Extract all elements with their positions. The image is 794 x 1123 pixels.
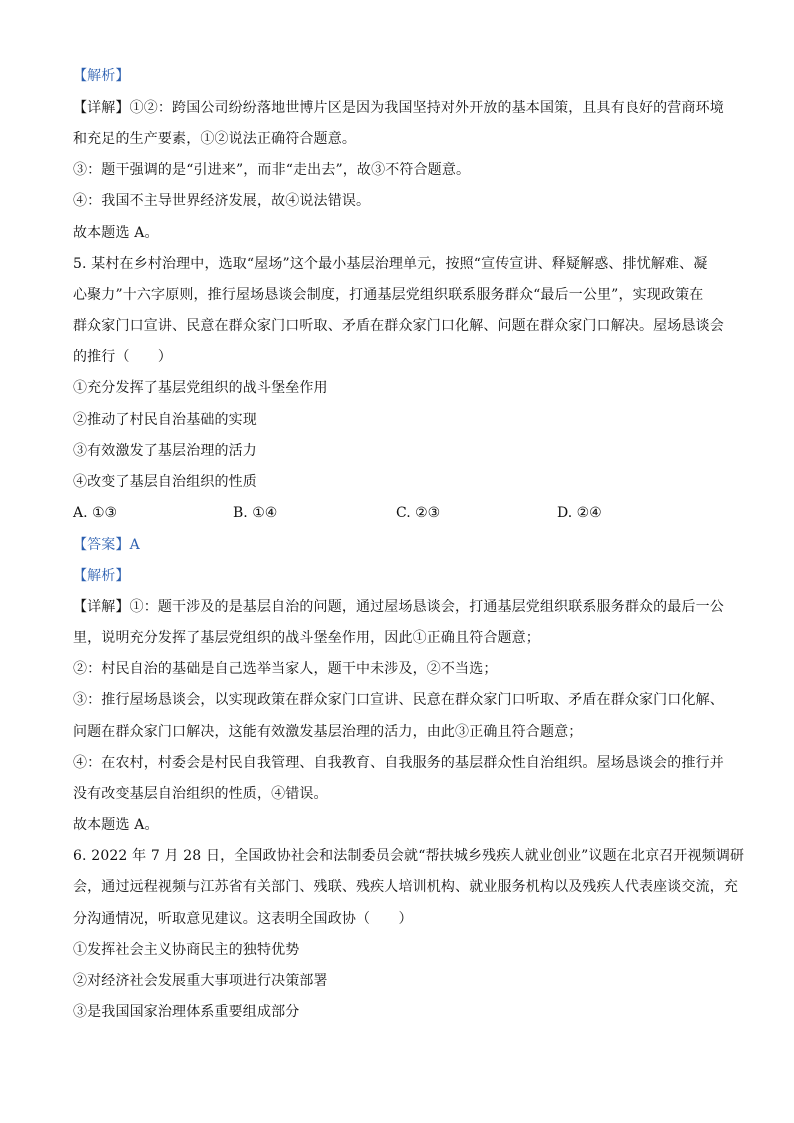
detail-paragraph: ③：推行屋场恳谈会，以实现政策在群众家门口宣讲、民意在群众家门口听取、矛盾在群众家门口化解、	[73, 692, 724, 708]
statement-item: ①充分发挥了基层党组织的战斗堡垒作用	[73, 380, 328, 396]
question-6-stem: 会，通过远程视频与江苏省有关部门、残联、残疾人培训机构、就业服务机构以及残疾人代表座谈交流，充	[73, 879, 739, 895]
statement-item: ④改变了基层自治组织的性质	[73, 474, 257, 490]
conclusion-line: 故本题选 A。	[73, 225, 159, 241]
detail-paragraph: 问题在群众家门口解决，这能有效激发基层治理的活力，由此③正确且符合题意；	[73, 724, 583, 740]
analysis-label: 【解析】	[73, 568, 130, 584]
statement-item: ②推动了村民自治基础的实现	[73, 412, 257, 428]
answer-label: 【答案】A	[73, 537, 140, 553]
question-5-stem: 5. 某村在乡村治理中，选取“屋场”这个最小基层治理单元，按照“宣传宣讲、释疑解惑、排忧解难、凝	[73, 256, 708, 272]
statement-item: ②对经济社会发展重大事项进行决策部署	[73, 973, 328, 989]
question-6-stem: 分沟通情况，听取意见建议。这表明全国政协（ ）	[73, 911, 413, 927]
conclusion-line: 故本题选 A。	[73, 817, 159, 833]
question-6-stem: 6. 2022 年 7 月 28 日，全国政协社会和法制委员会就“帮扶城乡残疾人就业创业”议题在北京召开视频调研	[73, 848, 745, 864]
detail-paragraph: ③：题干强调的是“引进来”，而非“走出去”，故③不符合题意。	[73, 162, 471, 178]
option-c: C. ②③	[396, 505, 441, 521]
statement-item: ①发挥社会主义协商民主的独特优势	[73, 942, 300, 958]
option-b: B. ①④	[233, 505, 278, 521]
question-5-stem: 心聚力”十六字原则，推行屋场恳谈会制度，打通基层党组织联系服务群众“最后一公里”，实现政策在	[73, 287, 704, 303]
option-d: D. ②④	[557, 505, 602, 521]
detail-paragraph: 和充足的生产要素，①②说法正确符合题意。	[73, 131, 356, 147]
detail-paragraph: 【详解】①：题干涉及的是基层自治的问题，通过屋场恳谈会，打通基层党组织联系服务群众的最后一公	[73, 599, 724, 615]
detail-paragraph: ④：我国不主导世界经济发展，故④说法错误。	[73, 193, 371, 209]
detail-paragraph: ④：在农村，村委会是村民自我管理、自我教育、自我服务的基层群众性自治组织。屋场恳谈会的推行并	[73, 755, 724, 771]
question-5-stem: 的推行（ ）	[73, 349, 173, 365]
statement-item: ③是我国国家治理体系重要组成部分	[73, 1004, 300, 1020]
detail-paragraph: 没有改变基层自治组织的性质，④错误。	[73, 786, 328, 802]
option-a: A. ①③	[73, 505, 118, 521]
question-5-stem: 群众家门口宣讲、民意在群众家门口听取、矛盾在群众家门口化解、问题在群众家门口解决。屋场恳谈会	[73, 318, 724, 334]
statement-item: ③有效激发了基层治理的活力	[73, 443, 257, 459]
detail-paragraph: 【详解】①②：跨国公司纷纷落地世博片区是因为我国坚持对外开放的基本国策，且具有良好的营商环境	[73, 100, 724, 116]
detail-paragraph: ②：村民自治的基础是自己选举当家人，题干中未涉及，②不当选；	[73, 661, 498, 677]
analysis-label: 【解析】	[73, 68, 130, 84]
detail-paragraph: 里，说明充分发挥了基层党组织的战斗堡垒作用，因此①正确且符合题意；	[73, 630, 540, 646]
